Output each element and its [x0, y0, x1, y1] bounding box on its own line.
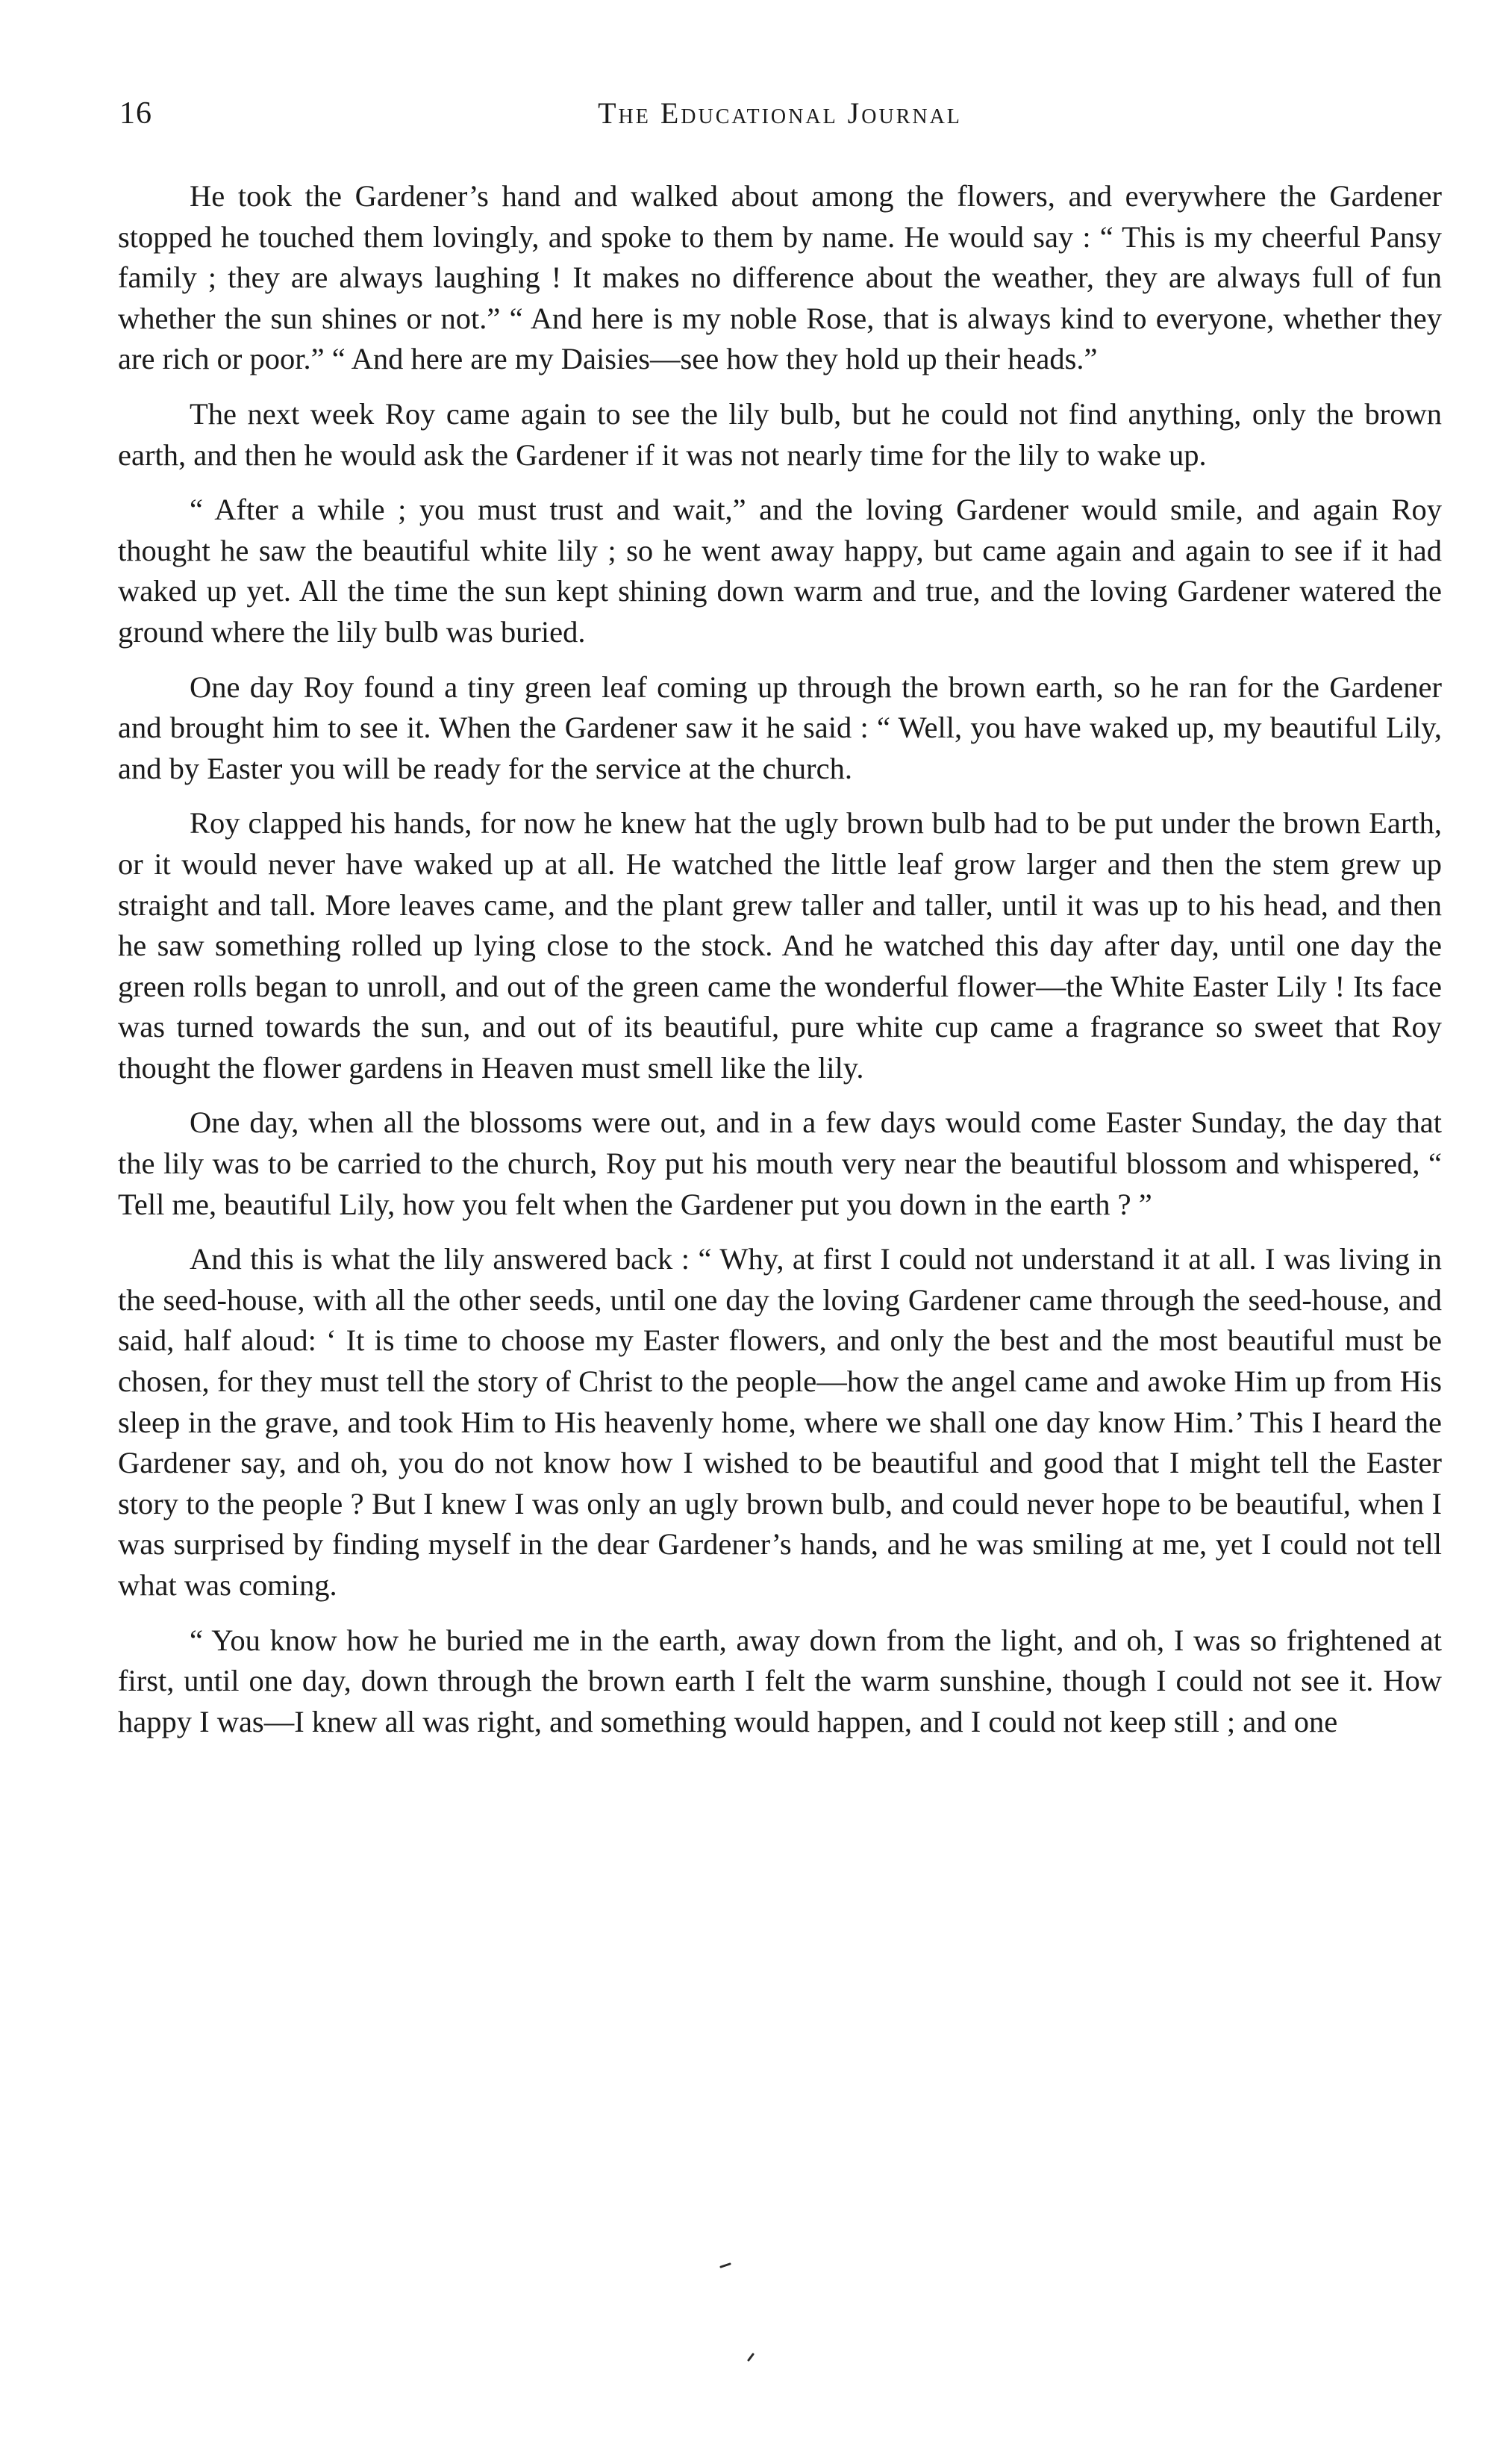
paragraph-6: One day, when all the blossoms were out, and in a few days would come Easter Sunday, the day that the lily was to be carried to the church, Roy put his mouth very near the beautiful blossom and whispered, “ Tell me, beautiful Lily, how you felt when the Gardener put you down in the earth ? ”	[118, 1105, 1442, 1221]
paragraph-4: One day Roy found a tiny green leaf coming up through the brown earth, so he ran for the Gardener and brought him to see it. When the Gardener saw it he said : “ Well, you have waked up, my beautiful Lily, and by Easter you will be ready for the service at the church.	[118, 670, 1442, 785]
paragraph-2: The next week Roy came again to see the lily bulb, but he could not find anything, only the brown earth, and then he would ask the Gardener if it was not nearly time for the lily to wake up.	[118, 396, 1442, 472]
page-number: 16	[119, 96, 152, 131]
running-title: The Educational Journal	[598, 96, 962, 130]
paragraph-3: “ After a while ; you must trust and wait,” and the loving Gardener would smile, and again Roy thought he saw the beautiful white lily ; so he went away happy, but came again and again to see if it had waked up yet. All the time the sun kept shining down warm and true, and the loving Gardener watered the ground where the lily bulb was buried.	[118, 493, 1442, 649]
article-body	[118, 176, 1442, 1756]
ink-speck-upper	[721, 2264, 730, 2267]
paragraph-7: And this is what the lily answered back : “ Why, at first I could not understand it at all. I was living in the seed-house, with all the other seeds, until one day the loving Gardener came through the seed-house, and said, half aloud: ‘ It is time to choose my Easter flowers, and only the best and the most beautiful must be chosen, for they must tell the story of Christ to the people—how the angel came and awoke Him up from His sleep in the grave, and took Him to His heavenly home, where we shall one day know Him.’ This I heard the Gardener say, and oh, you do not know how I wished to be beautiful and good that I might tell the Easter story to the people ? But I knew I was only an ugly brown bulb, and could never hope to be beautiful, when I was surprised by finding myself in the dear Gardener’s hands, and he was smiling at me, yet I could not tell what was coming.	[118, 1242, 1442, 1602]
paragraph-8: “ You know how he buried me in the earth, away down from the light, and oh, I was so frightened at first, until one day, down through the brown earth I felt the warm sunshine, though I could not see it. How happy I was—I knew all was right, and something would happen, and I could not keep still ; and one	[118, 1623, 1442, 1738]
page-header	[119, 96, 1440, 140]
paragraph-1: He took the Gardener’s hand and walked about among the flowers, and everywhere the Gardener stopped he touched them lovingly, and spoke to them by name. He would say : “ This is my cheerful Pansy family ; they are always laughing ! It makes no difference about the weather, they are always full of fun whether the sun shines or not.” “ And here is my noble Rose, that is always kind to everyone, whether they are rich or poor.” “ And here are my Daisies—see how they hold up their heads.”	[118, 179, 1442, 376]
ink-speck-lower	[749, 2354, 753, 2360]
paragraph-5: Roy clapped his hands, for now he knew hat the ugly brown bulb had to be put under the brown Earth, or it would never have waked up at all. He watched the little leaf grow larger and then the stem grew up straight and tall. More leaves came, and the plant grew taller and taller, until it was up to his head, and then he saw something rolled up lying close to the stock. And he watched this day after day, until one day the green rolls began to unroll, and out of the green came the wonderful flower—the White Easter Lily ! Its face was turned towards the sun, and out of its beautiful, pure white cup came a fragrance so sweet that Roy thought the flower gardens in Heaven must smell like the lily.	[118, 806, 1442, 1085]
